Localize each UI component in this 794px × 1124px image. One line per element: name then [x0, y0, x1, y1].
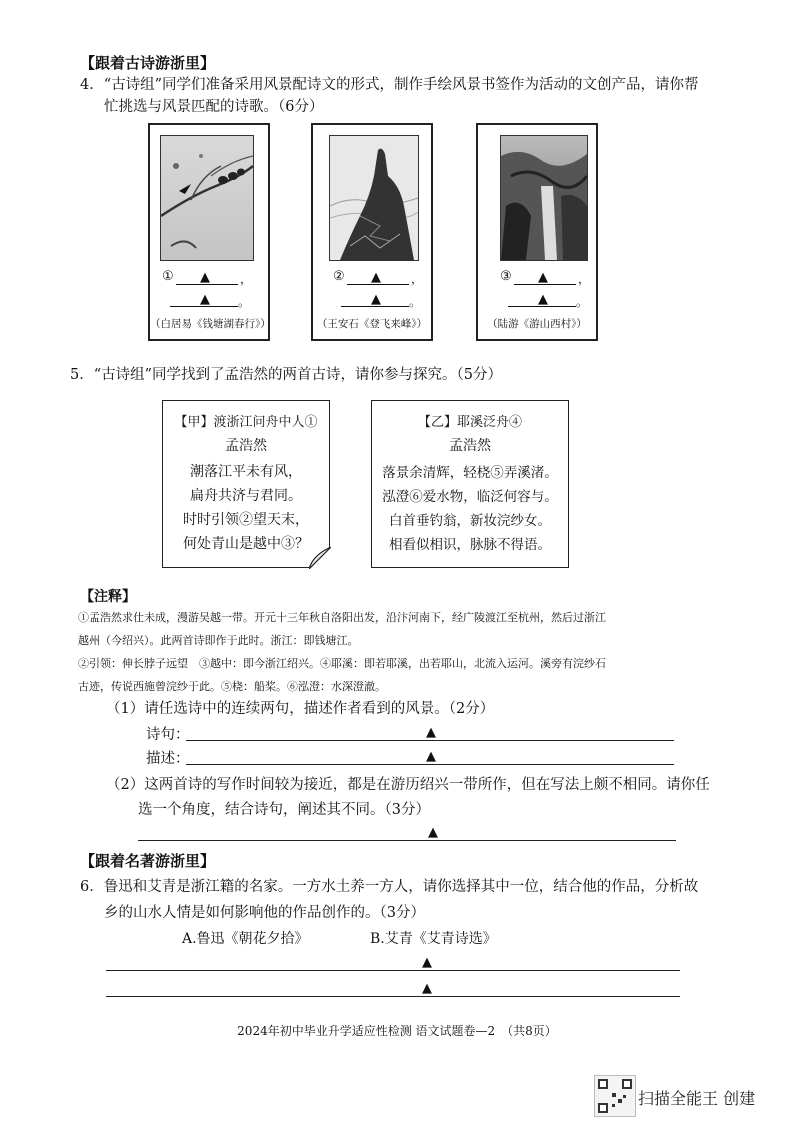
poem-b-author: 孟浩然 — [449, 438, 491, 454]
card1-number: ① — [162, 269, 174, 284]
q5-sub1-text: （1）请任选诗中的连续两句，描述作者看到的风景。（2分） — [106, 701, 495, 717]
mountain-village-painting — [500, 135, 588, 261]
answer-line-q6-1[interactable] — [106, 970, 680, 971]
card1-answer-mark-2: ▲ — [200, 292, 210, 307]
card1-comma: ， — [240, 272, 253, 286]
card1-answer-mark-1: ▲ — [200, 270, 210, 285]
card2-answer-mark-1: ▲ — [371, 270, 381, 285]
poem-a-author: 孟浩然 — [225, 438, 267, 454]
poem-b-line-4: 相看似相识，脉脉不得语。 — [389, 537, 551, 553]
note-line-2: 越州（今绍兴）。此两首诗即作于此时。浙江：即钱塘江。 — [78, 634, 359, 647]
answer-mark-poem: ▲ — [426, 725, 436, 740]
note-line-1: ①孟浩然求仕未成，漫游吴越一带。开元十三年秋自洛阳出发，沿汴河南下，经广陵渡江至杭州，然后过浙江 — [78, 611, 606, 624]
answer-mark-q6-1: ▲ — [422, 955, 432, 970]
q6-option-a[interactable]: A.鲁迅《朝花夕拾》 — [182, 931, 309, 947]
card2-answer-mark-2: ▲ — [371, 292, 381, 307]
label-description: 描述： — [146, 751, 190, 767]
watermark-text: 扫描全能王 创建 — [638, 1089, 756, 1108]
card3-number: ③ — [500, 269, 512, 284]
poem-card-b — [371, 400, 569, 568]
poem-b-line-2: 泓澄⑥爱水物，临泛何容与。 — [382, 489, 558, 505]
answer-line-description[interactable] — [186, 764, 674, 765]
card2-caption: （王安石《登飞来峰》） — [316, 318, 428, 330]
answer-mark-description: ▲ — [426, 749, 436, 764]
poem-b-title: 【乙】耶溪泛舟④ — [417, 415, 522, 430]
poem-a-line-3: 时时引领②望天末， — [183, 512, 309, 528]
q6-option-b[interactable]: B.艾青《艾青诗选》 — [370, 931, 497, 947]
answer-line-q6-2[interactable] — [106, 996, 680, 997]
q4-text-line1: 4．“古诗组”同学们准备采用风景配诗文的形式，制作手绘风景书签作为活动的文创产品，请你帮 — [80, 77, 699, 93]
notes-title: 【注释】 — [80, 589, 136, 605]
bookmark-card-2 — [311, 123, 433, 341]
page-curl-icon — [309, 547, 331, 569]
poem-b-line-3: 白首垂钓翁，新妆浣纱女。 — [389, 513, 551, 529]
card2-comma: ， — [411, 272, 424, 286]
label-poem-lines: 诗句： — [146, 727, 190, 743]
card3-caption: （陆游《游山西村》） — [487, 318, 587, 330]
page-footer: 2024年初中毕业升学适应性检测 语文试题卷—2 （共8页） — [237, 1024, 557, 1038]
bookmark-card-3 — [476, 123, 598, 341]
qr-code-icon — [595, 1076, 635, 1116]
card2-number: ② — [333, 269, 345, 284]
answer-mark-sub2: ▲ — [428, 825, 438, 840]
note-line-3: ②引领：伸长脖子远望 ③越中：即今浙江绍兴。④耶溪：即若耶溪，出若耶山，北流入运河。溪旁有浣纱石 — [78, 657, 606, 670]
poem-a-line-4: 何处青山是越中③？ — [183, 536, 309, 552]
card1-caption: （白居易《钱塘湖春行》） — [150, 318, 271, 330]
card3-answer-mark-1: ▲ — [538, 270, 548, 285]
answer-line-poem[interactable] — [186, 740, 674, 741]
poem-b-line-1: 落景余清辉，轻桡⑤弄溪渚。 — [382, 465, 558, 481]
scanner-logo — [594, 1075, 636, 1117]
card3-answer-mark-2: ▲ — [538, 292, 548, 307]
card3-comma: ， — [578, 272, 591, 286]
poem-a-line-1: 潮落江平未有风， — [190, 464, 302, 480]
q6-text-line1: 6．鲁迅和艾青是浙江籍的名家。一方水土养一方人，请你选择其中一位，结合他的作品，分析故 — [80, 879, 699, 895]
q5-sub2-line2: 选一个角度，结合诗句，阐述其不同。（3分） — [138, 802, 430, 818]
note-line-4: 古迹，传说西施曾浣纱于此。⑤桡：船桨。⑥泓澄：水深澄澈。 — [78, 680, 386, 693]
card1-period: 。 — [238, 295, 251, 309]
poem-a-title: 【甲】渡浙江问舟中人① — [174, 415, 318, 430]
q4-text-line2: 忙挑选与风景匹配的诗歌。（6分） — [104, 99, 324, 115]
card3-period: 。 — [576, 295, 589, 309]
poem-a-line-2: 扁舟共济与君同。 — [190, 488, 302, 504]
q5-sub2-line1: （2）这两首诗的写作时间较为接近，都是在游历绍兴一带所作，但在写法上颇不相同。请你任 — [106, 777, 710, 793]
section-title-ancient-poems: 【跟着古诗游浙里】 — [80, 54, 216, 72]
mountain-peak-painting — [329, 135, 419, 261]
answer-mark-q6-2: ▲ — [422, 981, 432, 996]
q5-text: 5．“古诗组”同学找到了孟浩然的两首古诗，请你参与探究。（5分） — [70, 367, 503, 383]
card2-period: 。 — [409, 295, 422, 309]
q6-text-line2: 乡的山水人情是如何影响他的作品创作的。（3分） — [104, 905, 425, 921]
bookmark-card-1 — [148, 123, 270, 341]
poem-card-a — [162, 400, 330, 568]
answer-line-sub2[interactable] — [138, 840, 676, 841]
bird-branch-painting — [160, 135, 254, 261]
section-title-masterpieces: 【跟着名著游浙里】 — [80, 852, 216, 870]
